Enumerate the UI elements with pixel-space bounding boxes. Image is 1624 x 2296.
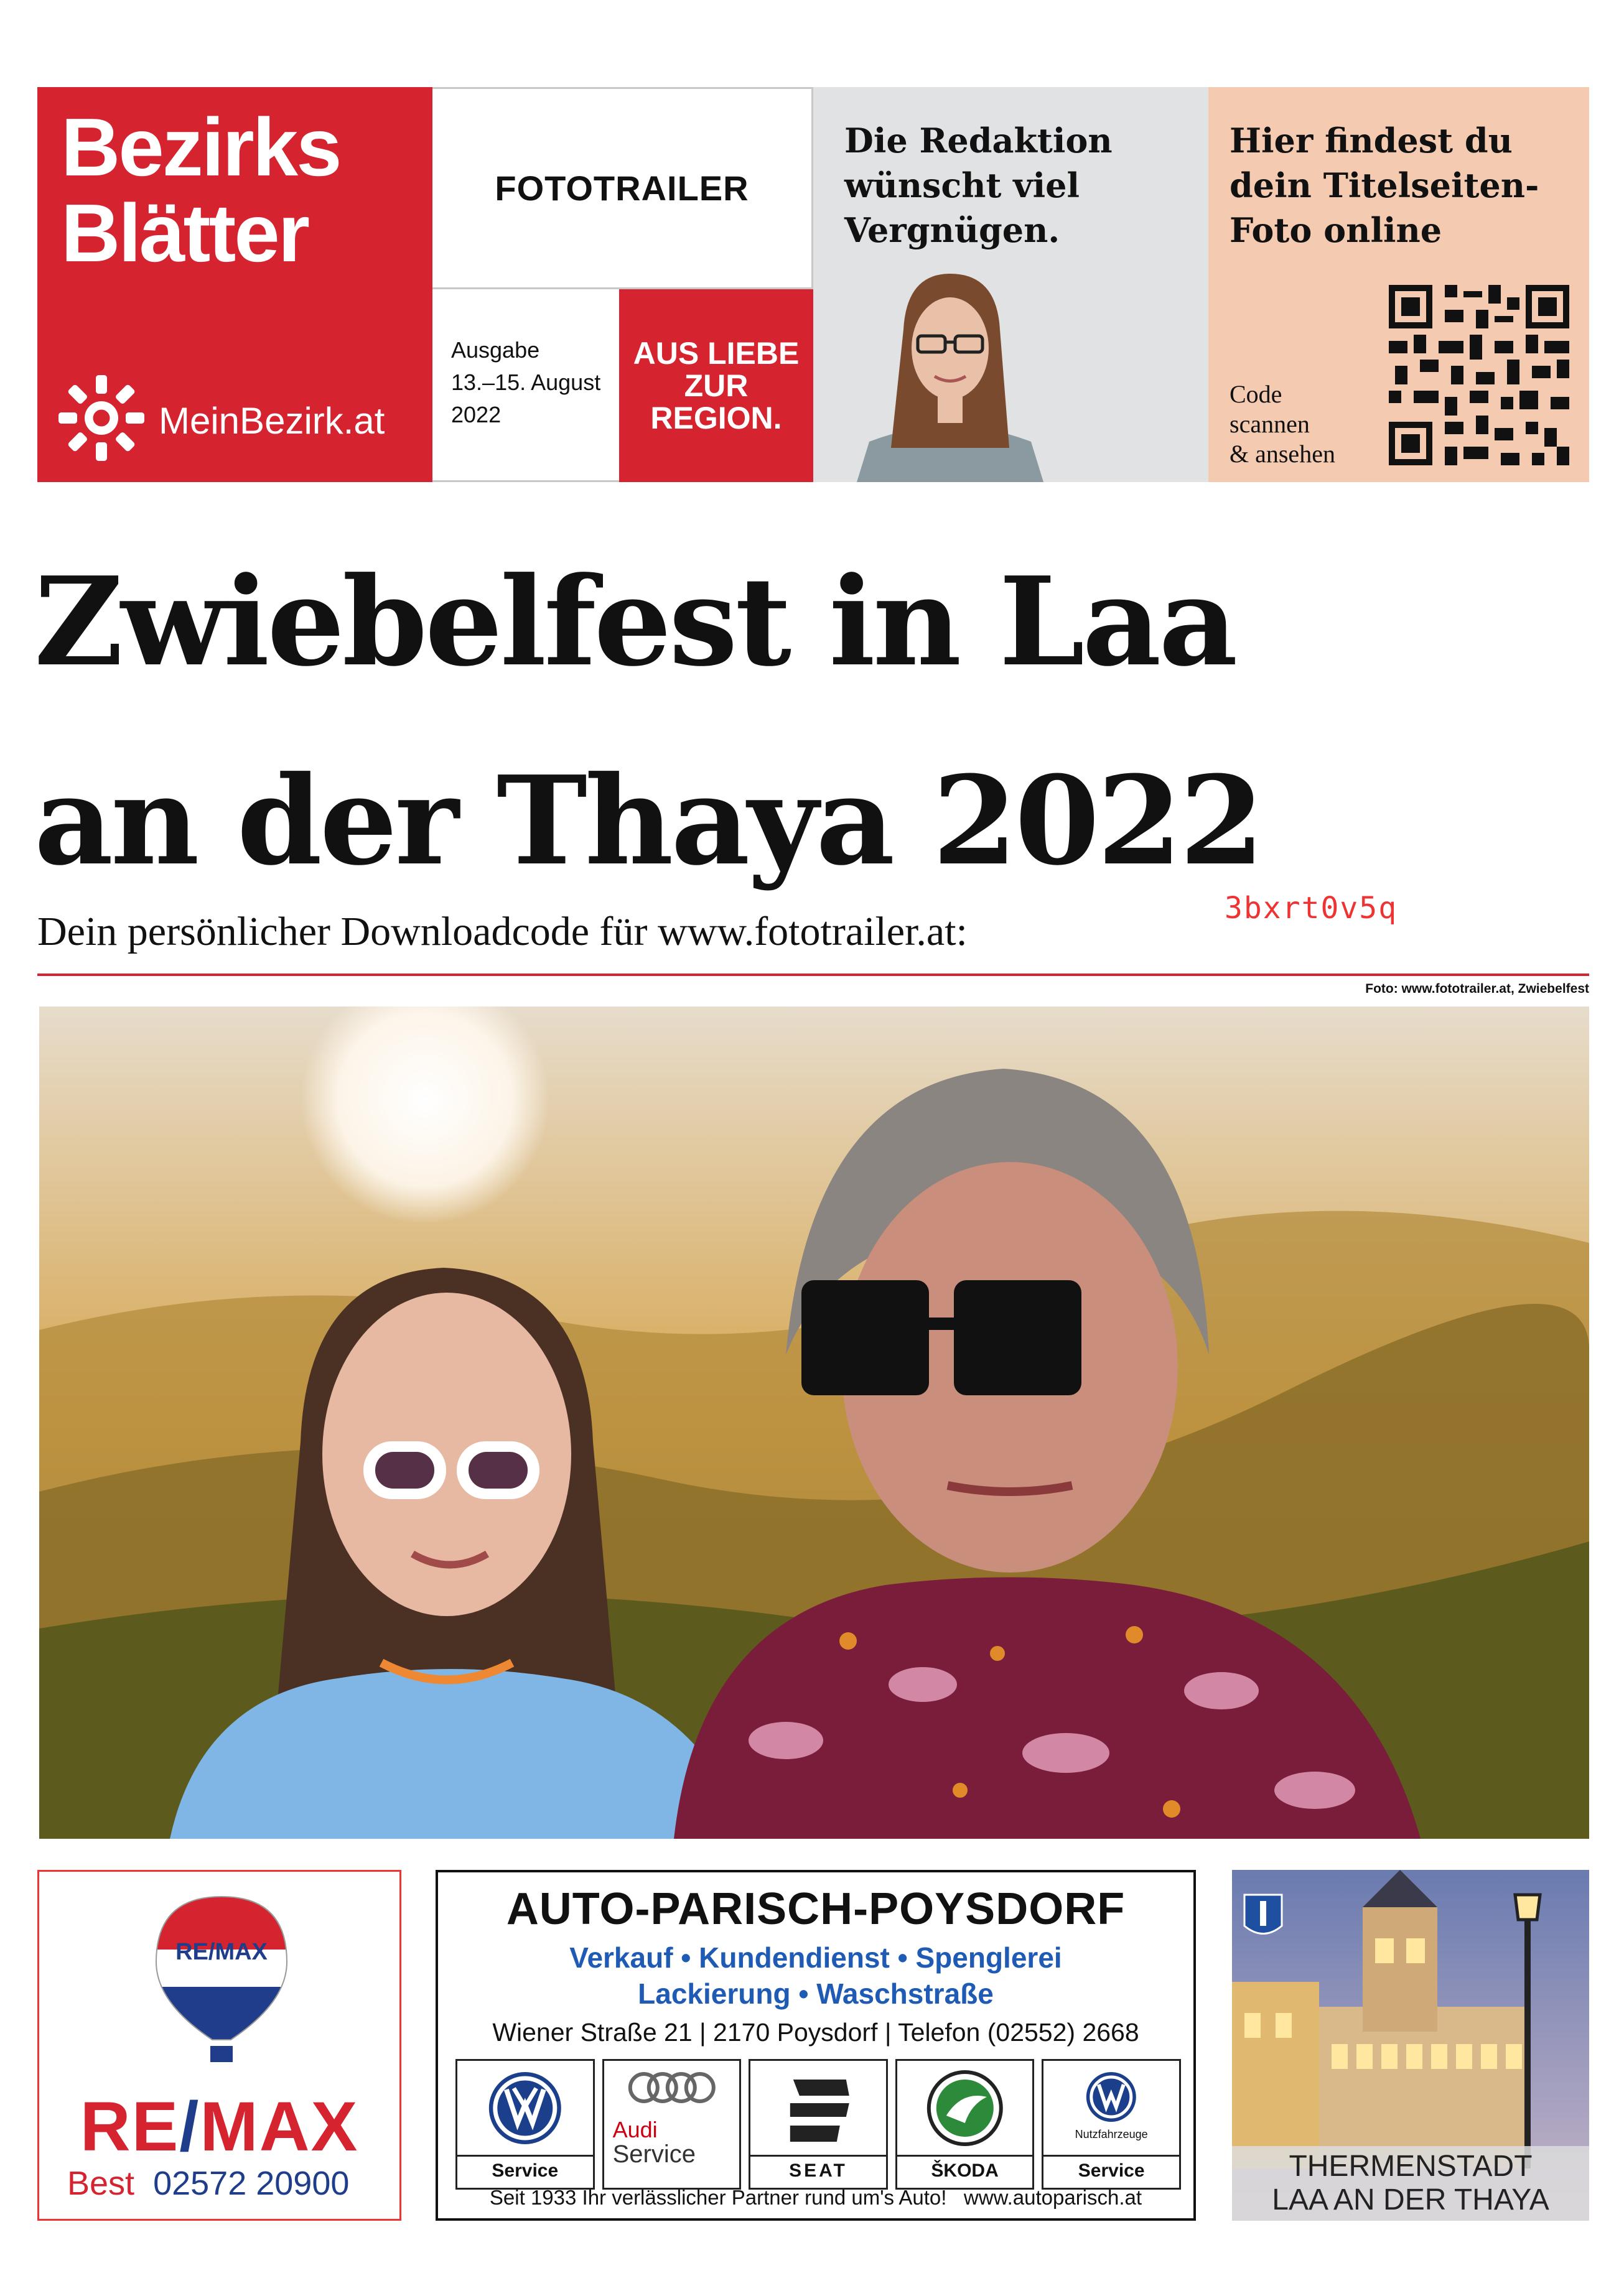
slogan-line3: REGION. bbox=[650, 401, 782, 435]
qr-box bbox=[1208, 87, 1589, 482]
issue-line2: 13.–15. August bbox=[451, 369, 601, 395]
editor-greeting bbox=[844, 118, 1113, 253]
slogan-line1: AUS LIEBE bbox=[633, 336, 800, 371]
editor-portrait bbox=[844, 255, 1056, 482]
audi-label: Audi bbox=[612, 2117, 658, 2142]
brand-title-line2: Blätter bbox=[61, 187, 309, 279]
divider bbox=[37, 974, 1589, 976]
qr-sub3: & ansehen bbox=[1230, 440, 1335, 468]
qr-sub2: scannen bbox=[1230, 410, 1310, 438]
remax-office: Best bbox=[67, 2165, 135, 2202]
vw-nutzfahrzeuge-logo bbox=[1042, 2059, 1181, 2190]
qr-line2: dein Titelseiten- bbox=[1230, 165, 1539, 205]
vw-service-logo bbox=[455, 2059, 595, 2190]
remax-word-re: RE bbox=[80, 2088, 180, 2165]
nutzfahrzeuge-label: Nutzfahrzeuge bbox=[1075, 2128, 1148, 2140]
editor-box bbox=[813, 87, 1208, 482]
headline-line2: an der Thaya 2022 bbox=[34, 750, 1262, 893]
download-label: Dein persönlicher Downloadcode für www.fototrailer.at: bbox=[37, 909, 968, 954]
qr-title bbox=[1230, 118, 1539, 253]
nutzfahrzeuge-service-label: Service bbox=[1043, 2155, 1179, 2185]
remax-phone[interactable]: 02572 20900 bbox=[153, 2165, 350, 2202]
thermenstadt-ad[interactable] bbox=[1232, 1870, 1589, 2221]
qr-instructions bbox=[1230, 379, 1335, 469]
auto-address: Wiener Straße 21 | 2170 Poysdorf | Telefon (02552) 2668 bbox=[492, 2018, 1139, 2047]
town-caption-line2: LAA AN DER THAYA bbox=[1272, 2183, 1549, 2216]
vw-service-label: Service bbox=[457, 2155, 593, 2185]
auto-parisch-ad[interactable] bbox=[436, 1870, 1196, 2221]
brand-logos bbox=[455, 2059, 1181, 2190]
issue-line1: Ausgabe bbox=[451, 337, 540, 363]
remax-ad[interactable] bbox=[37, 1870, 401, 2221]
town-caption bbox=[1232, 2146, 1589, 2221]
brand-title bbox=[61, 101, 340, 279]
auto-services-line2: Lackierung • Waschstraße bbox=[638, 1978, 994, 2010]
audi-service-logo bbox=[602, 2059, 742, 2190]
remax-wordmark bbox=[39, 2086, 399, 2167]
slogan-box bbox=[619, 289, 813, 482]
remax-balloon-icon bbox=[153, 1894, 290, 2068]
bezirksblaetter-brand bbox=[37, 87, 432, 482]
issue-info bbox=[432, 289, 619, 482]
brand-title-line1: Bezirks bbox=[61, 101, 340, 193]
vw-icon bbox=[457, 2066, 593, 2153]
event-photo bbox=[39, 1006, 1589, 1839]
auto-services bbox=[438, 1940, 1193, 2012]
auto-title: AUTO-PARISCH-POYSDORF bbox=[506, 1884, 1126, 1934]
remax-balloon-text: RE/MAX bbox=[175, 1939, 268, 1965]
slogan-line2: ZUR bbox=[684, 368, 749, 403]
headline bbox=[34, 523, 1615, 921]
issue-line3: 2022 bbox=[451, 402, 502, 427]
auto-services-line1: Verkauf • Kundendienst • Spenglerei bbox=[569, 1941, 1062, 1974]
seat-icon bbox=[750, 2066, 886, 2153]
qr-line1: Hier findest du bbox=[1230, 121, 1513, 160]
qr-code-icon[interactable] bbox=[1389, 285, 1569, 465]
seat-logo bbox=[749, 2059, 888, 2190]
download-code[interactable]: 3bxrt0v5q bbox=[1225, 891, 1398, 926]
qr-line3: Foto online bbox=[1230, 210, 1442, 250]
skoda-icon bbox=[897, 2066, 1033, 2153]
skoda-label: ŠKODA bbox=[897, 2155, 1033, 2185]
seat-label: SEAT bbox=[750, 2155, 886, 2185]
headline-line1: Zwiebelfest in Laa bbox=[34, 551, 1236, 694]
editor-line3: Vergnügen. bbox=[844, 210, 1060, 250]
remax-word-max: MAX bbox=[200, 2088, 359, 2165]
photo-credit: Foto: www.fototrailer.at, Zwiebelfest bbox=[1365, 982, 1589, 996]
editor-line2: wünscht viel bbox=[844, 165, 1080, 205]
remax-word-slash: / bbox=[179, 2088, 200, 2165]
qr-sub1: Code bbox=[1230, 380, 1282, 408]
auto-footer: Seit 1933 Ihr verlässlicher Partner rund um's Auto! www.autoparisch.at bbox=[489, 2186, 1142, 2209]
event-photo-illustration bbox=[39, 1006, 1589, 1839]
editor-line1: Die Redaktion bbox=[844, 121, 1113, 160]
fototrailer-label: FOTOTRAILER bbox=[432, 87, 813, 289]
audi-service-label: Service bbox=[612, 2140, 696, 2168]
brand-site[interactable]: MeinBezirk.at bbox=[159, 400, 385, 442]
meinbezirk-logo-icon bbox=[55, 371, 148, 465]
skoda-logo bbox=[895, 2059, 1035, 2190]
town-caption-line1: THERMENSTADT bbox=[1289, 2150, 1533, 2183]
remax-contact bbox=[67, 2164, 349, 2203]
